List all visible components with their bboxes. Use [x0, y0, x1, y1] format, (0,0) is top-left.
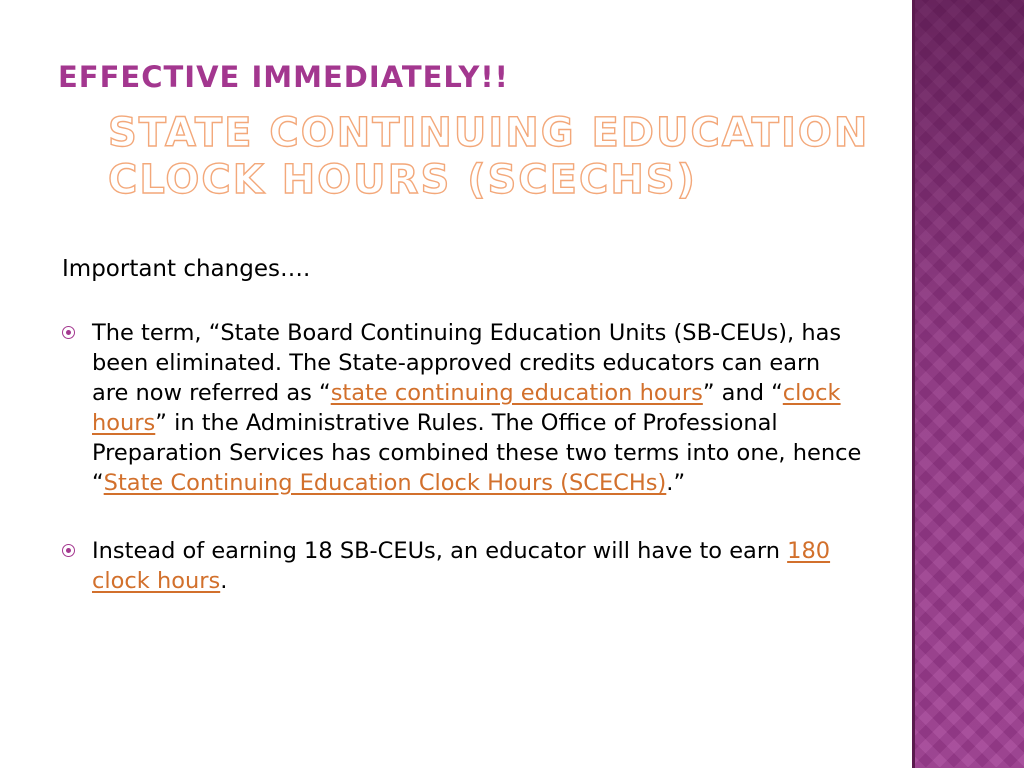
subtitle-line-1: STATE CONTINUING EDUCATION [108, 110, 870, 156]
intro-text: Important changes…. [62, 256, 311, 282]
slide-subtitle [108, 110, 869, 204]
highlight-state-continuing-education-hours: state continuing education hours [330, 380, 703, 406]
bullet1-text-1: The term, “State Board Continuing Education Units (SB-CEUs), has been eliminated. The State-approved credits educators can earn are now referred as “ [92, 320, 842, 406]
bullet-list [62, 318, 862, 634]
bullet-item-180-clock-hours [62, 536, 862, 596]
bullet-item-scechs-definition [62, 318, 862, 498]
bullet1-text-4: .” [666, 470, 686, 496]
circled-dot-bullet-icon [62, 326, 75, 339]
bullet2-text-1: Instead of earning 18 SB-CEUs, an educator will have to earn [92, 538, 788, 564]
sidebar-divider [912, 0, 915, 768]
bullet1-text-3: ” in the Administrative Rules. The Office of Professional Preparation Services has combined these two terms into one, hence “ [92, 410, 862, 496]
circled-dot-bullet-icon [62, 544, 75, 557]
slide-title: EFFECTIVE IMMEDIATELY!! [58, 60, 509, 94]
highlight-180-clock-hours: 180 clock hours [92, 538, 831, 594]
highlight-scechs: State Continuing Education Clock Hours (SCECHs) [103, 470, 667, 496]
decorative-sidebar [912, 0, 1024, 768]
bullet2-text-2: . [220, 568, 228, 594]
bullet1-text-2: ” and “ [702, 380, 783, 406]
subtitle-line-2: CLOCK HOURS (SCECHS) [108, 157, 697, 203]
highlight-clock-hours: clock hours [92, 380, 841, 436]
